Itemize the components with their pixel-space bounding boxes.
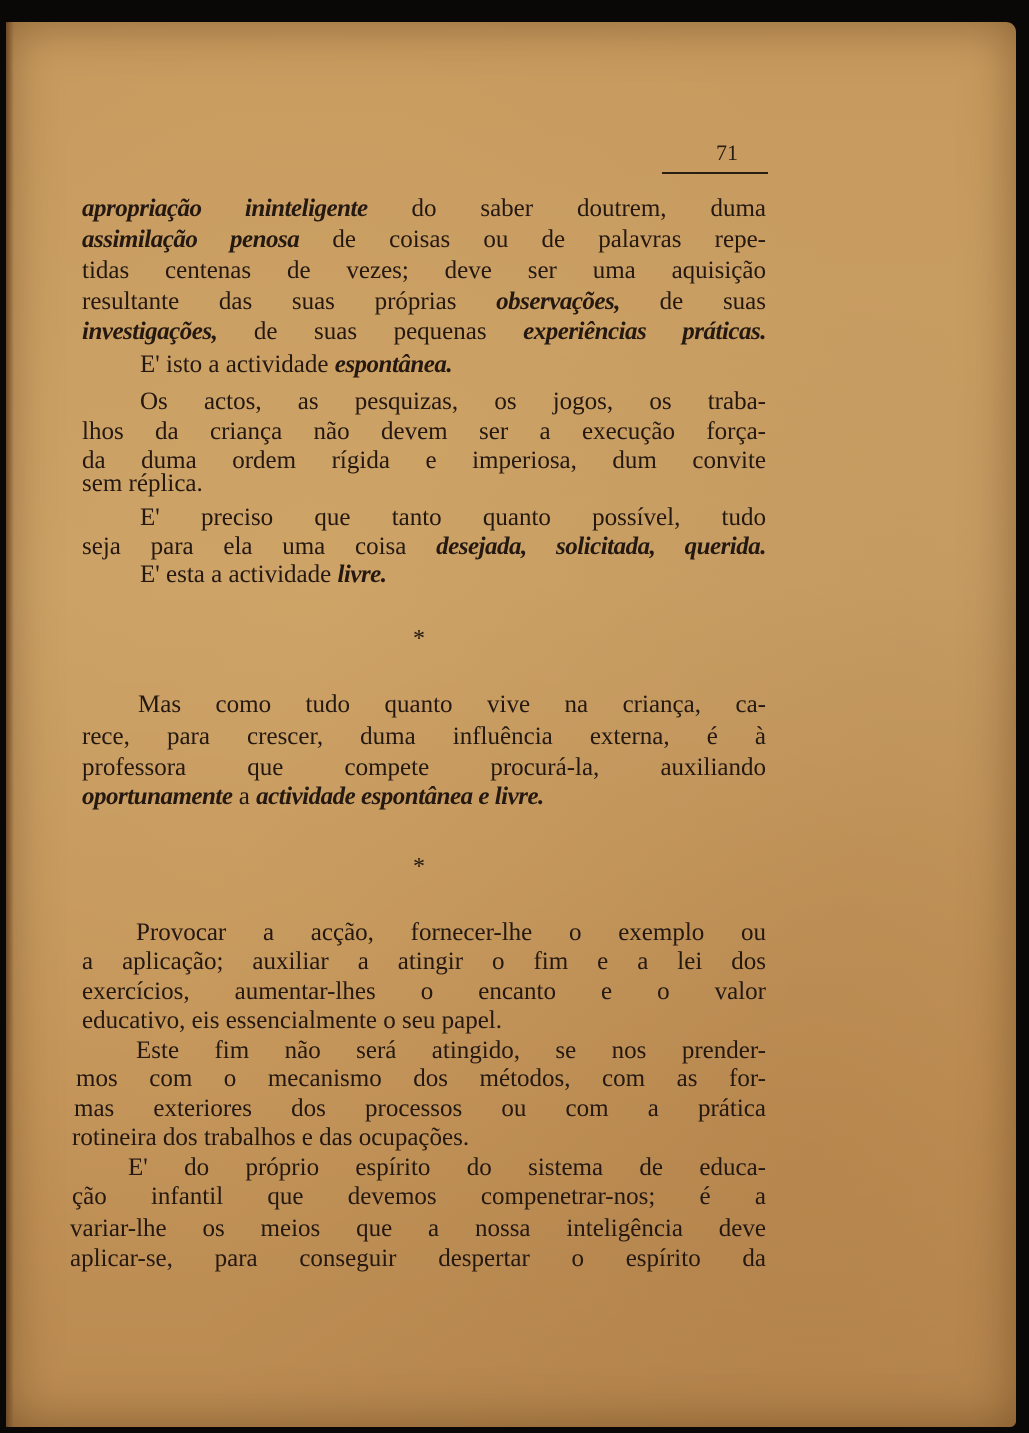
text-line: mas exteriores dos processos ou com a prática: [74, 1095, 766, 1122]
italic-text: experiências práticas.: [523, 318, 766, 345]
text-line: Os actos, as pesquizas, os jogos, os traba-: [140, 388, 766, 415]
text-line: [140, 350, 766, 380]
text: do saber doutrem, duma: [367, 195, 766, 222]
text-line: tidas centenas de vezes; deve ser uma aquisição: [82, 257, 766, 284]
italic-text: espontânea.: [334, 351, 453, 378]
text-line: Este fim não será atingido, se nos prender-: [136, 1037, 766, 1064]
text-line: Provocar a acção, fornecer-lhe o exemplo ou: [136, 919, 766, 946]
italic-text: assimilação penosa: [82, 226, 300, 253]
italic-text: observações,: [496, 288, 620, 315]
italic-text: apropriação ininteligente: [82, 195, 368, 222]
text-line: rece, para crescer, duma influência externa, é à: [82, 723, 766, 750]
text-line: da duma ordem rígida e imperiosa, dum convite: [82, 447, 766, 474]
text-line: ção infantil que devemos compenetrar-nos; é a: [72, 1183, 766, 1210]
italic-text: oportunamente: [82, 783, 233, 810]
text: de suas: [620, 288, 766, 315]
text-line: professora que compete procurá-la, auxiliando: [82, 754, 766, 781]
text-line: Mas como tudo quanto vive na criança, ca-: [138, 691, 766, 718]
book-page: [6, 22, 1016, 1427]
section-asterisk: *: [413, 854, 425, 880]
italic-text: investigações,: [82, 318, 218, 345]
text: E' esta a actividade: [140, 561, 338, 588]
page-edge: [6, 22, 14, 1427]
text-line: E' preciso que tanto quanto possível, tudo: [140, 504, 766, 531]
text-line: [82, 317, 766, 347]
text-line: sem réplica.: [82, 470, 203, 497]
text-line: variar-lhe os meios que a nossa inteligência deve: [70, 1215, 766, 1242]
text-line: E' do próprio espírito do sistema de educa-: [128, 1154, 766, 1181]
page-number: 71: [716, 140, 738, 165]
text-line: [82, 782, 766, 812]
text-line: rotineira dos trabalhos e das ocupações.: [72, 1124, 470, 1151]
text-line: [140, 560, 766, 590]
text-line: aplicar-se, para conseguir despertar o espírito da: [70, 1245, 766, 1272]
text-line: exercícios, aumentar-lhes o encanto e o valor: [82, 978, 766, 1005]
text-line: mos com o mecanismo dos métodos, com as for-: [76, 1065, 766, 1092]
text-line: [82, 194, 766, 224]
text-line: a aplicação; auxiliar a atingir o fim e a lei dos: [82, 948, 766, 975]
text-line: educativo, eis essencialmente o seu papel.: [82, 1007, 502, 1034]
italic-text: livre.: [337, 561, 387, 588]
text-line: [82, 225, 766, 255]
italic-text: desejada, solicitada, querida.: [436, 533, 766, 560]
text: seja para ela uma coisa: [82, 533, 437, 560]
text: de suas pequenas: [217, 318, 524, 345]
text-line: [82, 287, 766, 317]
text: a: [232, 783, 257, 810]
text: E' isto a actividade: [140, 351, 335, 378]
text-line: [82, 532, 766, 562]
text: resultante das suas próprias: [82, 288, 497, 315]
text: de coisas ou de palavras repe-: [299, 226, 766, 253]
text-line: lhos da criança não devem ser a execução força-: [82, 418, 766, 445]
italic-text: actividade espontânea e livre.: [256, 783, 544, 810]
page-number-rule: [662, 172, 768, 174]
section-asterisk: *: [413, 626, 425, 652]
